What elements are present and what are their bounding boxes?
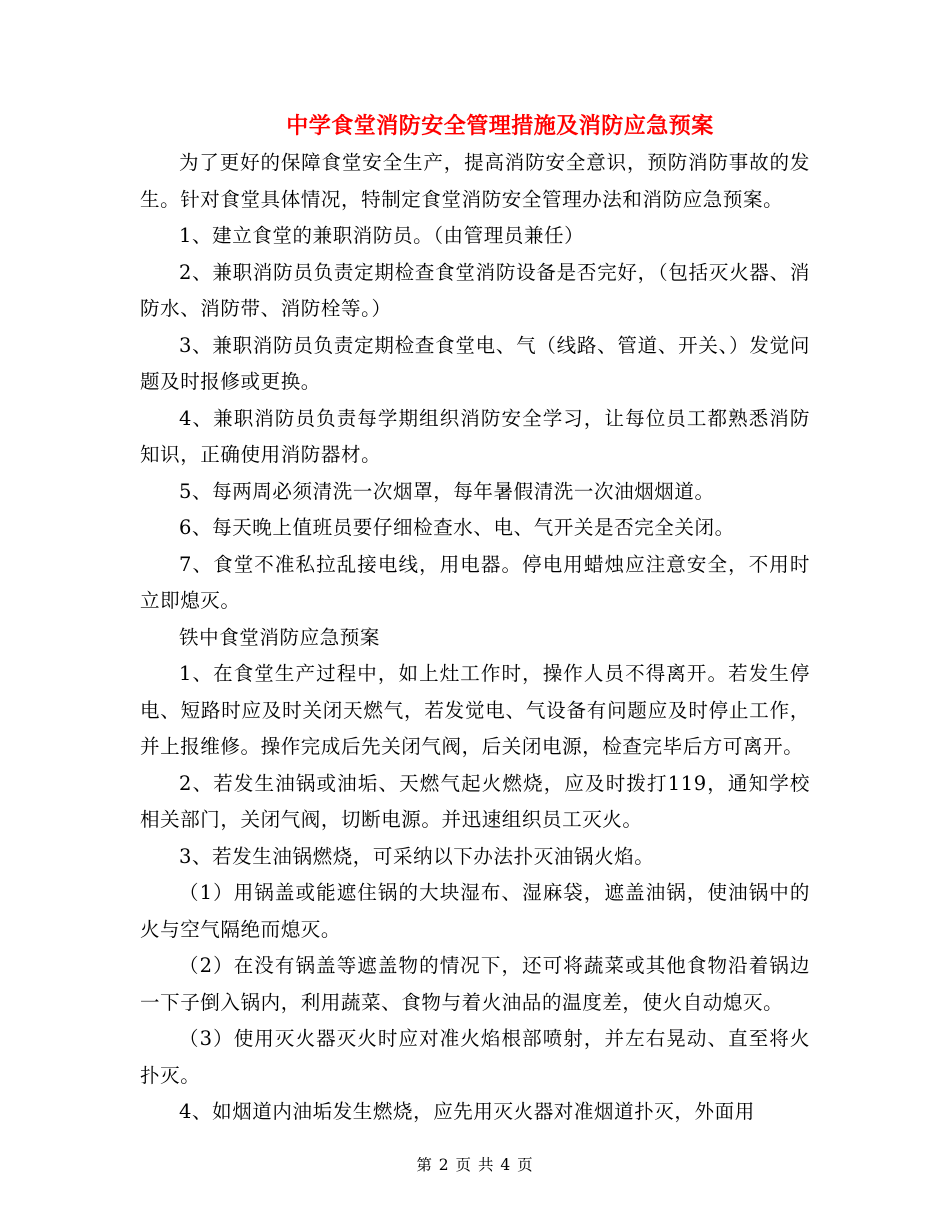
rule-paragraph-1: 1、建立食堂的兼职消防员。（由管理员兼任）: [179, 224, 585, 247]
rule-paragraph-2: 2、兼职消防员负责定期检查食堂消防设备是否完好，（包括灭火器、消防水、消防带、消防栓等。）: [140, 260, 810, 320]
rule-paragraph-6: 6、每天晚上值班员要仔细检查水、电、气开关是否完全关闭。: [179, 516, 735, 539]
document-body: [140, 145, 810, 1131]
rule-paragraph-5: 5、每两周必须清洗一次烟罩，每年暑假清洗一次油烟烟道。: [179, 479, 715, 503]
plan-paragraph-3: 3、若发生油锅燃烧，可采纳以下办法扑灭油锅火焰。: [179, 844, 655, 868]
plan-paragraph-4: 4、如烟道内油垢发生燃烧，应先用灭火器对准烟道扑灭，外面用: [179, 1100, 755, 1123]
plan-paragraph-1: 1、在食堂生产过程中，如上灶工作时，操作人员不得离开。若发生停电、短路时应及时关闭天燃气，若发觉电、气设备有问题应及时停止工作，并上报维修。操作完成后先关闭气阀，后关闭电源，检查完毕后方可离开。: [140, 662, 810, 758]
plan-subitem-3: （3）使用灭火器灭火时应对准火焰根部喷射，并左右晃动、直至将火扑灭。: [140, 1027, 810, 1087]
rule-paragraph-4: 4、兼职消防员负责每学期组织消防安全学习，让每位员工都熟悉消防知识，正确使用消防器材。: [140, 406, 810, 466]
plan-paragraph-2: 2、若发生油锅或油垢、天燃气起火燃烧，应及时拨打119，通知学校相关部门，关闭气阀，切断电源。并迅速组织员工灭火。: [140, 771, 810, 831]
rule-paragraph-7: 7、食堂不准私拉乱接电线，用电器。停电用蜡烛应注意安全，不用时立即熄灭。: [140, 552, 810, 612]
intro-paragraph: 为了更好的保障食堂安全生产，提高消防安全意识，预防消防事故的发生。针对食堂具体情况，特制定食堂消防安全管理办法和消防应急预案。: [140, 151, 810, 211]
rule-paragraph-3: 3、兼职消防员负责定期检查食堂电、气（线路、管道、开关、）发觉问题及时报修或更换。: [140, 333, 810, 393]
page-footer: 第 2 页 共 4 页: [416, 1156, 534, 1174]
plan-subitem-2: （2）在没有锅盖等遮盖物的情况下，还可将蔬菜或其他食物沿着锅边一下子倒入锅内，利用蔬菜、食物与着火油品的温度差，使火自动熄灭。: [140, 954, 810, 1014]
document-title: 中学食堂消防安全管理措施及消防应急预案: [286, 113, 714, 139]
plan-subitem-1: （1）用锅盖或能遮住锅的大块湿布、湿麻袋，遮盖油锅，使油锅中的火与空气隔绝而熄灭。: [140, 881, 810, 941]
section-heading: 铁中食堂消防应急预案: [179, 625, 381, 649]
